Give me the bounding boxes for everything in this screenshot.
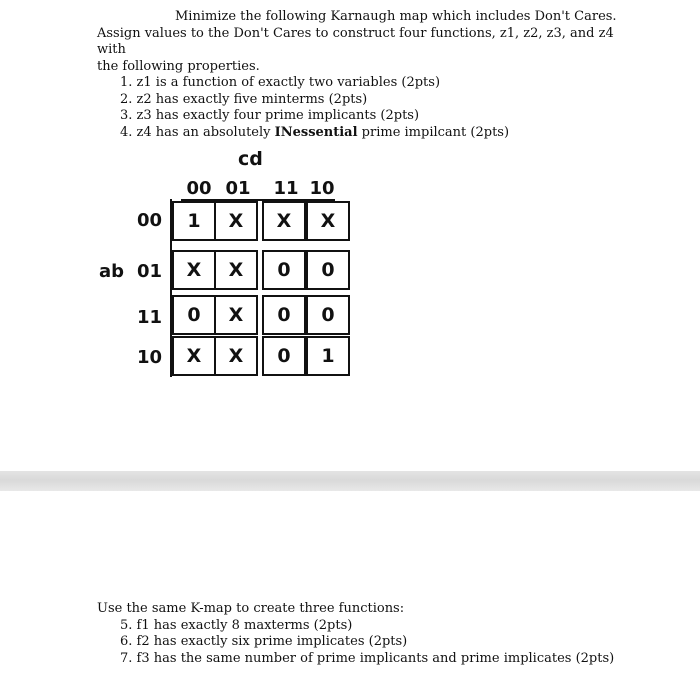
kmap-col-header: 00	[186, 178, 212, 199]
q2-item-text: f1 has exactly 8 maxterms (2pts)	[136, 617, 353, 633]
q1-item	[120, 92, 617, 109]
kmap-cell: 0	[306, 250, 350, 290]
kmap-row-header: 11	[136, 307, 162, 328]
kmap-cell: X	[214, 336, 258, 376]
kmap-cell: 1	[306, 336, 350, 376]
kmap-cell: 0	[262, 250, 306, 290]
q1-item	[120, 75, 617, 92]
kmap-cell: X	[214, 201, 258, 241]
q1-item-text: z1 is a function of exactly two variables (2pts)	[136, 75, 441, 90]
kmap-col-header: 11	[273, 178, 299, 199]
q1-intro-line-1: Minimize the following Karnaugh map which includes Don't Cares.	[175, 9, 617, 24]
q1-property-list	[97, 75, 617, 141]
q1-item-number: 3.	[120, 108, 133, 123]
q2-item-text: f3 has the same number of prime implicants and prime implicates (2pts)	[136, 650, 615, 666]
page-separator	[0, 471, 700, 491]
kmap-cell: X	[214, 250, 258, 290]
q2-function-list	[97, 618, 657, 668]
kmap-cell: 0	[262, 336, 306, 376]
q2-item-number: 7.	[120, 650, 133, 666]
kmap-row-header: 00	[136, 210, 162, 231]
kmap-col-header: 10	[309, 178, 335, 199]
kmap-row-variable: ab	[99, 261, 125, 282]
q1-item-text-pre: z4 has an absolutely	[136, 124, 275, 140]
q1-item-number: 1.	[120, 75, 133, 90]
kmap-cell: X	[172, 336, 216, 376]
q1-item-text: z3 has exactly four prime implicants (2pts)	[136, 108, 420, 123]
kmap-cell: X	[214, 295, 258, 335]
q1-item	[120, 125, 617, 142]
question-2	[97, 601, 657, 667]
q1-intro-line-3: the following properties.	[97, 58, 260, 74]
q2-intro: Use the same K-map to create three functions:	[97, 601, 405, 616]
question-1	[97, 9, 617, 141]
q1-item-text-bold: INessential	[274, 124, 358, 140]
q1-intro-line-2: Assign values to the Don't Cares to construct four functions, z1, z2, z3, and z4 with	[97, 25, 614, 57]
kmap-row-header: 01	[136, 261, 162, 282]
kmap-cell: X	[306, 201, 350, 241]
kmap-col-header: 01	[225, 178, 251, 199]
kmap-cell: 0	[172, 295, 216, 335]
q1-item-number: 2.	[120, 91, 133, 107]
q2-item	[120, 634, 657, 651]
q1-item	[120, 108, 617, 125]
q2-item	[120, 651, 657, 668]
q1-item-text: z2 has exactly five minterms (2pts)	[136, 91, 368, 107]
kmap-cell: 0	[306, 295, 350, 335]
kmap-row-header: 10	[136, 347, 162, 368]
kmap-cell: 1	[172, 201, 216, 241]
q1-item-number: 4.	[120, 124, 133, 140]
q2-item-number: 6.	[120, 634, 133, 649]
kmap-cell: 0	[262, 295, 306, 335]
q2-item-number: 5.	[120, 617, 133, 633]
kmap-cell: X	[262, 201, 306, 241]
kmap-cell: X	[172, 250, 216, 290]
q2-item	[120, 618, 657, 635]
kmap-column-variable: cd	[238, 148, 263, 170]
q2-item-text: f2 has exactly six prime implicates (2pts)	[136, 634, 408, 649]
q1-item-text-post: prime impilcant (2pts)	[357, 124, 510, 140]
